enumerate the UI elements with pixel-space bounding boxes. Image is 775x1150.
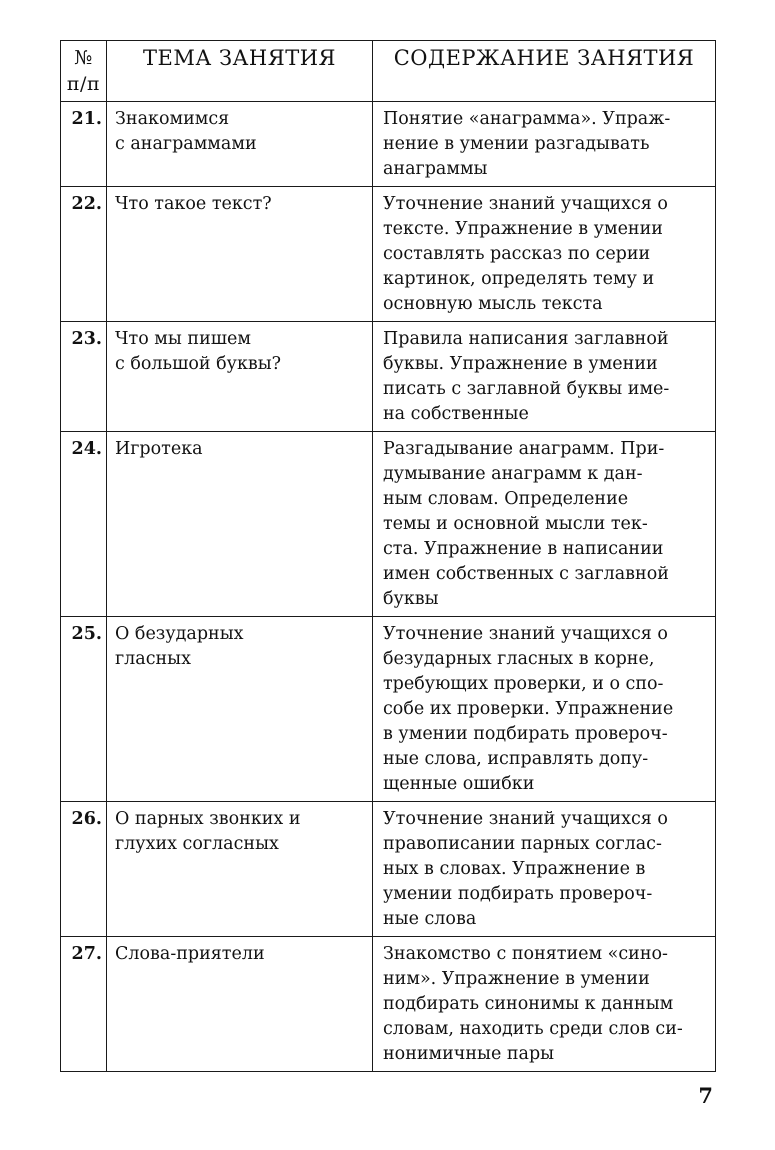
content-line: основную мысль текста [383,294,603,314]
topic-line: Игротека [115,439,203,459]
table-row [61,802,716,937]
topic-line: Слова-приятели [115,944,265,964]
row-content [373,322,716,432]
content-line: анаграммы [383,159,488,179]
table-row [61,432,716,617]
table-row [61,617,716,802]
header-content [373,41,716,102]
content-line: ста. Упражнение в написании [383,539,664,559]
header-topic-line: ТЕМА [143,46,212,70]
row-content [373,617,716,802]
content-line: в умении подбирать провероч- [383,724,668,744]
content-line: умении подбирать провероч- [383,884,653,904]
row-topic [107,802,373,937]
topic-line: Что такое текст? [115,194,272,214]
topic-line: О безударных [115,624,244,644]
row-number: 24. [61,432,107,617]
content-line: Уточнение знаний учащихся о [383,194,668,214]
row-content [373,432,716,617]
row-number: 23. [61,322,107,432]
table-row [61,937,716,1072]
content-line: ные слова, исправлять допу- [383,749,649,769]
content-line: писать с заглавной буквы име- [383,379,670,399]
content-line: безударных гласных в корне, [383,649,655,669]
lesson-plan-table [60,40,716,1072]
header-number [61,41,107,102]
content-line: собе их проверки. Упражнение [383,699,674,719]
content-line: Знакомство с понятием «сино- [383,944,668,964]
content-line: Правила написания заглавной [383,329,669,349]
content-line: на собственные [383,404,529,424]
header-number-line: № [74,47,93,69]
row-topic [107,617,373,802]
table-header-row [61,41,716,102]
content-line: требующих проверки, и о спо- [383,674,664,694]
row-number: 26. [61,802,107,937]
header-topic-line: ЗАНЯТИЯ [218,46,336,70]
content-line: составлять рассказ по серии [383,244,651,264]
content-line: картинок, определять тему и [383,269,655,289]
topic-line: О парных звонких и [115,809,301,829]
topic-line: с анаграммами [115,134,257,154]
row-topic [107,322,373,432]
content-line: нение в умении разгадывать [383,134,650,154]
row-number: 21. [61,102,107,187]
row-topic [107,432,373,617]
content-line: Уточнение знаний учащихся о [383,809,668,829]
content-line: имен собственных с заглавной [383,564,669,584]
row-number: 25. [61,617,107,802]
row-content [373,802,716,937]
content-line: словам, находить среди слов си- [383,1019,683,1039]
content-line: ным словам. Определение [383,489,629,509]
topic-line: глухих согласных [115,834,279,854]
topic-line: гласных [115,649,191,669]
row-topic [107,187,373,322]
content-line: буквы [383,589,439,609]
content-line: темы и основной мысли тек- [383,514,648,534]
content-line: Уточнение знаний учащихся о [383,624,668,644]
row-topic [107,102,373,187]
row-number: 27. [61,937,107,1072]
header-topic [107,41,373,102]
header-number-line: п/п [66,73,101,95]
content-line: правописании парных соглас- [383,834,662,854]
lesson-plan-table-wrapper [60,40,715,1072]
table-row [61,102,716,187]
row-topic [107,937,373,1072]
content-line: думывание анаграмм к дан- [383,464,643,484]
row-content [373,102,716,187]
content-line: ные слова [383,909,477,929]
content-line: нонимичные пары [383,1044,555,1064]
row-content [373,187,716,322]
content-line: буквы. Упражнение в умении [383,354,658,374]
header-content-line: ЗАНЯТИЯ [577,46,695,70]
table-row [61,187,716,322]
content-line: Разгадывание анаграмм. При- [383,439,665,459]
content-line: щенные ошибки [383,774,535,794]
topic-line: Что мы пишем [115,329,251,349]
content-line: тексте. Упражнение в умении [383,219,663,239]
content-line: Понятие «анаграмма». Упраж- [383,109,671,129]
topic-line: Знакомимся [115,109,230,129]
content-line: ных в словах. Упражнение в [383,859,646,879]
row-content [373,937,716,1072]
row-number: 22. [61,187,107,322]
topic-line: с большой буквы? [115,354,282,374]
header-content-line: СОДЕРЖАНИЕ [393,46,571,70]
content-line: подбирать синонимы к данным [383,994,674,1014]
page-number: 7 [698,1083,713,1108]
table-row [61,322,716,432]
content-line: ним». Упражнение в умении [383,969,650,989]
